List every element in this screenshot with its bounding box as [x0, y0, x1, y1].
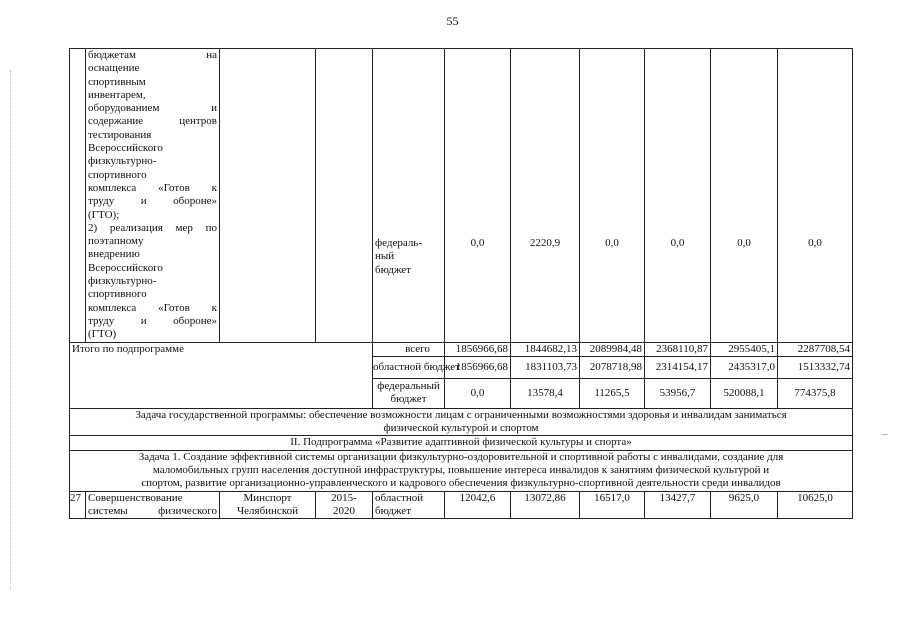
measure-text-line: оборудованием и [88, 102, 217, 115]
value-cell: 1844682,13 [511, 342, 580, 356]
value-cell: 0,0 [445, 49, 511, 343]
value-cell: 12042,6 [445, 491, 511, 519]
value-cell: 1856966,68 [445, 342, 511, 356]
period-line: 2020 [333, 504, 355, 517]
measure-text-line: (ГТО) [88, 328, 117, 341]
measure-row-27 [70, 491, 853, 519]
measure-period-cell [316, 49, 373, 343]
measure-text-line: тестирования [88, 128, 152, 141]
value-cell: 16517,0 [580, 491, 645, 519]
value-cell: 2435317,0 [711, 356, 778, 378]
subprogram-row [70, 436, 853, 450]
period-line: 2015- [331, 491, 357, 504]
value-cell: 1513332,74 [778, 356, 853, 378]
measure-text-line: физкультурно- [88, 275, 157, 288]
measure-text-line: труду и обороне» [88, 314, 217, 327]
state-task-line: Задача государственной программы: обеспечение возможности лицам с ограниченными возможностями здоровья и инвалидам заниматься [135, 408, 787, 421]
source-line: ный [375, 250, 395, 263]
measure-source-cell [373, 49, 445, 343]
measure-text-line: спортивного [88, 168, 147, 181]
value-cell: 13578,4 [511, 378, 580, 408]
state-task-row [70, 408, 853, 436]
value-cell: 2220,9 [511, 49, 580, 343]
totals-source-cell: областной бюджет [373, 356, 445, 378]
value-cell: 774375,8 [778, 378, 853, 408]
measure-text-line: инвентарем, [88, 88, 146, 101]
budget-table [69, 48, 853, 519]
value-cell: 2287708,54 [778, 342, 853, 356]
executor-line: Челябинской [236, 504, 298, 517]
measure-text-line: поэтапному [88, 235, 144, 248]
measure-text-line: 2) реализация мер по [88, 221, 217, 234]
measure-number-cell [70, 49, 86, 343]
measure-text-line: комплекса «Готов к [88, 301, 217, 314]
row-period-cell [316, 491, 373, 519]
totals-row-all [70, 342, 853, 356]
executor-line: Минспорт [243, 491, 292, 504]
value-cell: 13072,86 [511, 491, 580, 519]
scan-margin-mark [10, 70, 12, 590]
source-line: областной [375, 491, 424, 504]
row-name-cell [86, 491, 220, 519]
source-line: федераль- [375, 237, 422, 249]
value-cell: 0,0 [711, 49, 778, 343]
measure-text-cell [86, 49, 220, 343]
task1-cell [70, 450, 853, 491]
value-cell: 2955405,1 [711, 342, 778, 356]
value-cell: 2368110,87 [645, 342, 711, 356]
measure-row [70, 49, 853, 343]
row-name-line: системы физического [88, 504, 217, 517]
measure-text-line: (ГТО); [88, 208, 120, 221]
source-line: бюджет [375, 504, 411, 517]
state-task-line: физической культурой и спортом [383, 422, 539, 435]
value-cell: 2089984,48 [580, 342, 645, 356]
measure-text-line: спортивного [88, 288, 147, 301]
totals-label-cell: Итого по подпрограмме [70, 342, 373, 408]
measure-text-line: спортивным [88, 75, 146, 88]
row-number-cell: 27 [70, 491, 86, 519]
measure-text-line: бюджетам на [88, 49, 217, 61]
row-name-line: Совершенствование [88, 491, 183, 504]
subprogram-title: II. Подпрограмма «Развитие адаптивной физической культуры и спорта» [70, 436, 853, 450]
value-cell: 9625,0 [711, 491, 778, 519]
source-line: бюджет [375, 263, 411, 276]
task1-row [70, 450, 853, 491]
measure-text-line: труду и обороне» [88, 195, 217, 208]
measure-text-line: внедрению [88, 248, 140, 261]
value-cell: 0,0 [445, 378, 511, 408]
measure-executor-cell [220, 49, 316, 343]
value-cell: 2078718,98 [580, 356, 645, 378]
value-cell: 13427,7 [645, 491, 711, 519]
value-cell: 2314154,17 [645, 356, 711, 378]
measure-text-line: содержание центров [88, 115, 217, 128]
value-cell: 1831103,73 [511, 356, 580, 378]
value-cell: 1856966,68 [445, 356, 511, 378]
source-line: федеральный [377, 380, 440, 393]
row-executor-cell [220, 491, 316, 519]
value-cell: 0,0 [645, 49, 711, 343]
source-line: бюджет [390, 393, 427, 406]
totals-source-cell: всего [373, 342, 445, 356]
value-cell: 10625,0 [778, 491, 853, 519]
page-number: 55 [446, 14, 459, 28]
scan-dot [882, 434, 888, 435]
task1-line: маломобильных групп населения доступной инфраструктуры, повышение интереса инвалидов к занятиям физической культурой и [152, 464, 770, 477]
measure-text-line: комплекса «Готов к [88, 181, 217, 194]
measure-text-line: Всероссийского [88, 261, 163, 274]
value-cell: 53956,7 [645, 378, 711, 408]
value-cell: 520088,1 [711, 378, 778, 408]
value-cell: 0,0 [778, 49, 853, 343]
measure-text-line: Всероссийского [88, 142, 163, 155]
row-source-cell [373, 491, 445, 519]
measure-text-line: физкультурно- [88, 155, 157, 168]
state-task-cell [70, 408, 853, 436]
totals-source-cell [373, 378, 445, 408]
task1-line: Задача 1. Создание эффективной системы организации физкультурно-оздоровительной и спортивной работы с инвалидами, создание для [138, 450, 784, 463]
task1-line: спортом, развитие организационно-управленческого и кадрового обеспечения физкультурно-спортивной деятельности среди инвалидов [141, 477, 781, 490]
measure-text-line: оснащение [88, 62, 140, 75]
value-cell: 0,0 [580, 49, 645, 343]
value-cell: 11265,5 [580, 378, 645, 408]
